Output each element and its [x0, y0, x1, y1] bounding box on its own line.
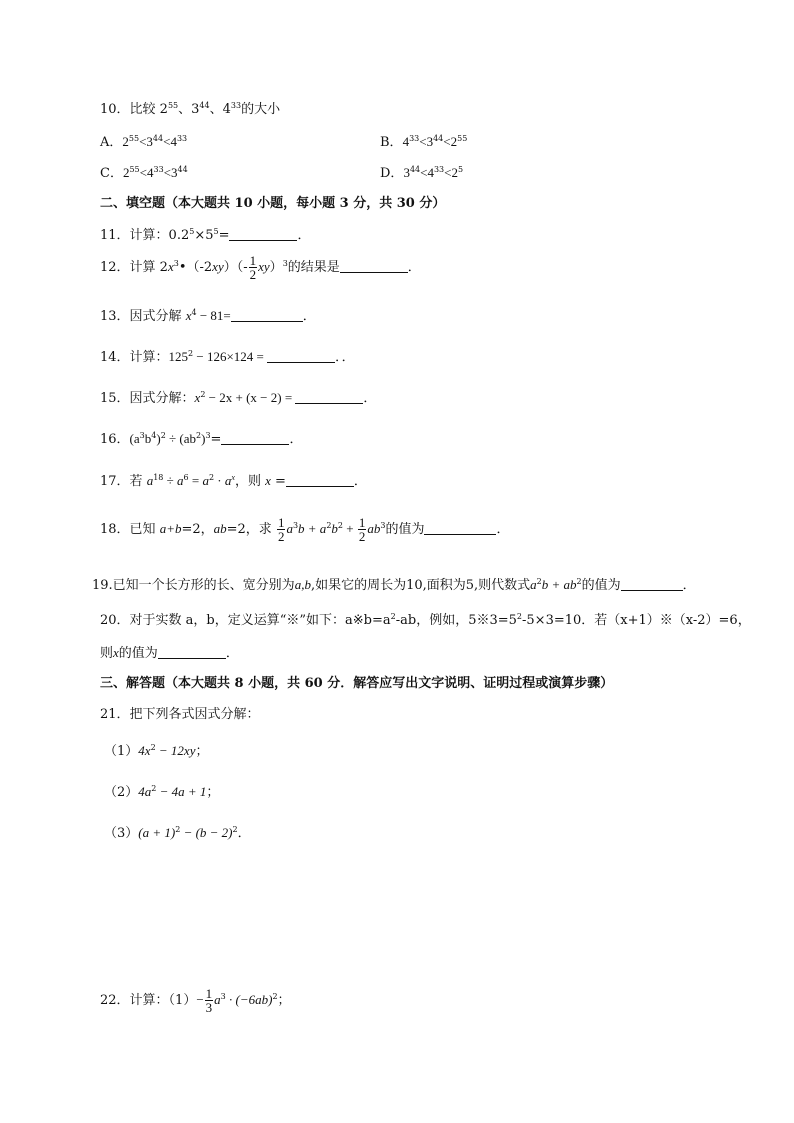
q17: 17．若 $a^{18} \div a^6 = a^2 \cdot a^x$，则 x = ．	[100, 473, 367, 489]
fraction: $\frac{1}{2}$	[358, 515, 366, 544]
q12: 12．计算 $2x^3•(-2xy)(-$ $\frac{1}{2}$ xy）$^3$的结果是 ．	[100, 253, 421, 282]
q19: 19.已知一个长方形的长、宽分别为a,b,如果它的周长为10,面积为5,则代数式$a^2b + ab^2$的值为 ．	[92, 577, 696, 593]
q21-part1: $(1)4x^2 - 12xy$；	[104, 743, 209, 759]
fraction: $\frac{1}{3}$	[205, 986, 213, 1015]
q10-option-b[interactable]: B．$4^{33}<3^{44}<2^{55}$	[380, 134, 468, 150]
q21-part3: $(3)(a + 1)^2 - (b - 2)^2$．	[104, 825, 251, 841]
section-3-heading: 三、解答题（本大题共 8 小题，共 60 分．解答应写出文字说明、证明过程或演算步骤）	[100, 676, 614, 691]
q20-line1: 20．对于实数 a，b，定义运算“※”如下：$a※b=a^2-ab$，例如，$5※3=5^2-5\times 3=10$．若（x+1）※（x-2）=6，	[100, 612, 751, 628]
fraction: $\frac{1}{2}$	[277, 515, 285, 544]
q18: 18．已知 a+b=2，ab=2，求 $\frac{1}{2}$ $a^3b + a^2b^2$ + $\frac{1}{2}$ $ab^3$的值为 ．	[100, 515, 510, 544]
q10-stem: 10．比较 $2^{55}$、$3^{44}$、$4^{33}$的大小	[100, 101, 281, 117]
q15: 15．因式分解：$x^2 - 2x + (x - 2)$ = ．	[100, 390, 377, 406]
q14: 14．计算：$125^2 - 126\times 124$ = ．．	[100, 349, 355, 365]
q10-option-d[interactable]: D．$3^{44}<4^{33}<2^5$	[380, 165, 464, 181]
q16: 16．$(a^3b^4)^2 \div (ab^2)^3=$ ．	[100, 431, 303, 447]
answer-blank[interactable]	[231, 309, 303, 322]
q13: 13．因式分解 $x^4 - 81=$ ．	[100, 308, 316, 324]
q10-option-a[interactable]: A．$2^{55}<3^{44}<4^{33}$	[100, 134, 188, 150]
answer-blank[interactable]	[158, 646, 226, 659]
q10-option-c[interactable]: C．$2^{55}<4^{33}<3^{44}$	[100, 165, 188, 181]
answer-blank[interactable]	[229, 228, 297, 241]
answer-blank[interactable]	[621, 578, 683, 591]
answer-blank[interactable]	[424, 522, 496, 535]
fraction: $\frac{1}{2}$	[249, 253, 257, 282]
answer-blank[interactable]	[340, 260, 408, 273]
q11: 11．计算：$0.2^5\times 5^5=$ ．	[100, 227, 311, 243]
q21-part2: $(2)4a^2 - 4a + 1$；	[104, 784, 220, 800]
answer-blank[interactable]	[221, 432, 289, 445]
q22: 22．计算：（1）− $\frac{1}{3}$ $a^3 \cdot (-6ab)^2$；	[100, 986, 291, 1015]
q21-title: 21．把下列各式因式分解：	[100, 707, 260, 722]
q20-line2: 则x的值为 ．	[100, 645, 239, 661]
answer-blank[interactable]	[286, 474, 354, 487]
section-2-heading: 二、填空题（本大题共 10 小题，每小题 3 分，共 30 分）	[100, 196, 446, 211]
answer-blank[interactable]	[267, 350, 335, 363]
answer-blank[interactable]	[295, 391, 363, 404]
